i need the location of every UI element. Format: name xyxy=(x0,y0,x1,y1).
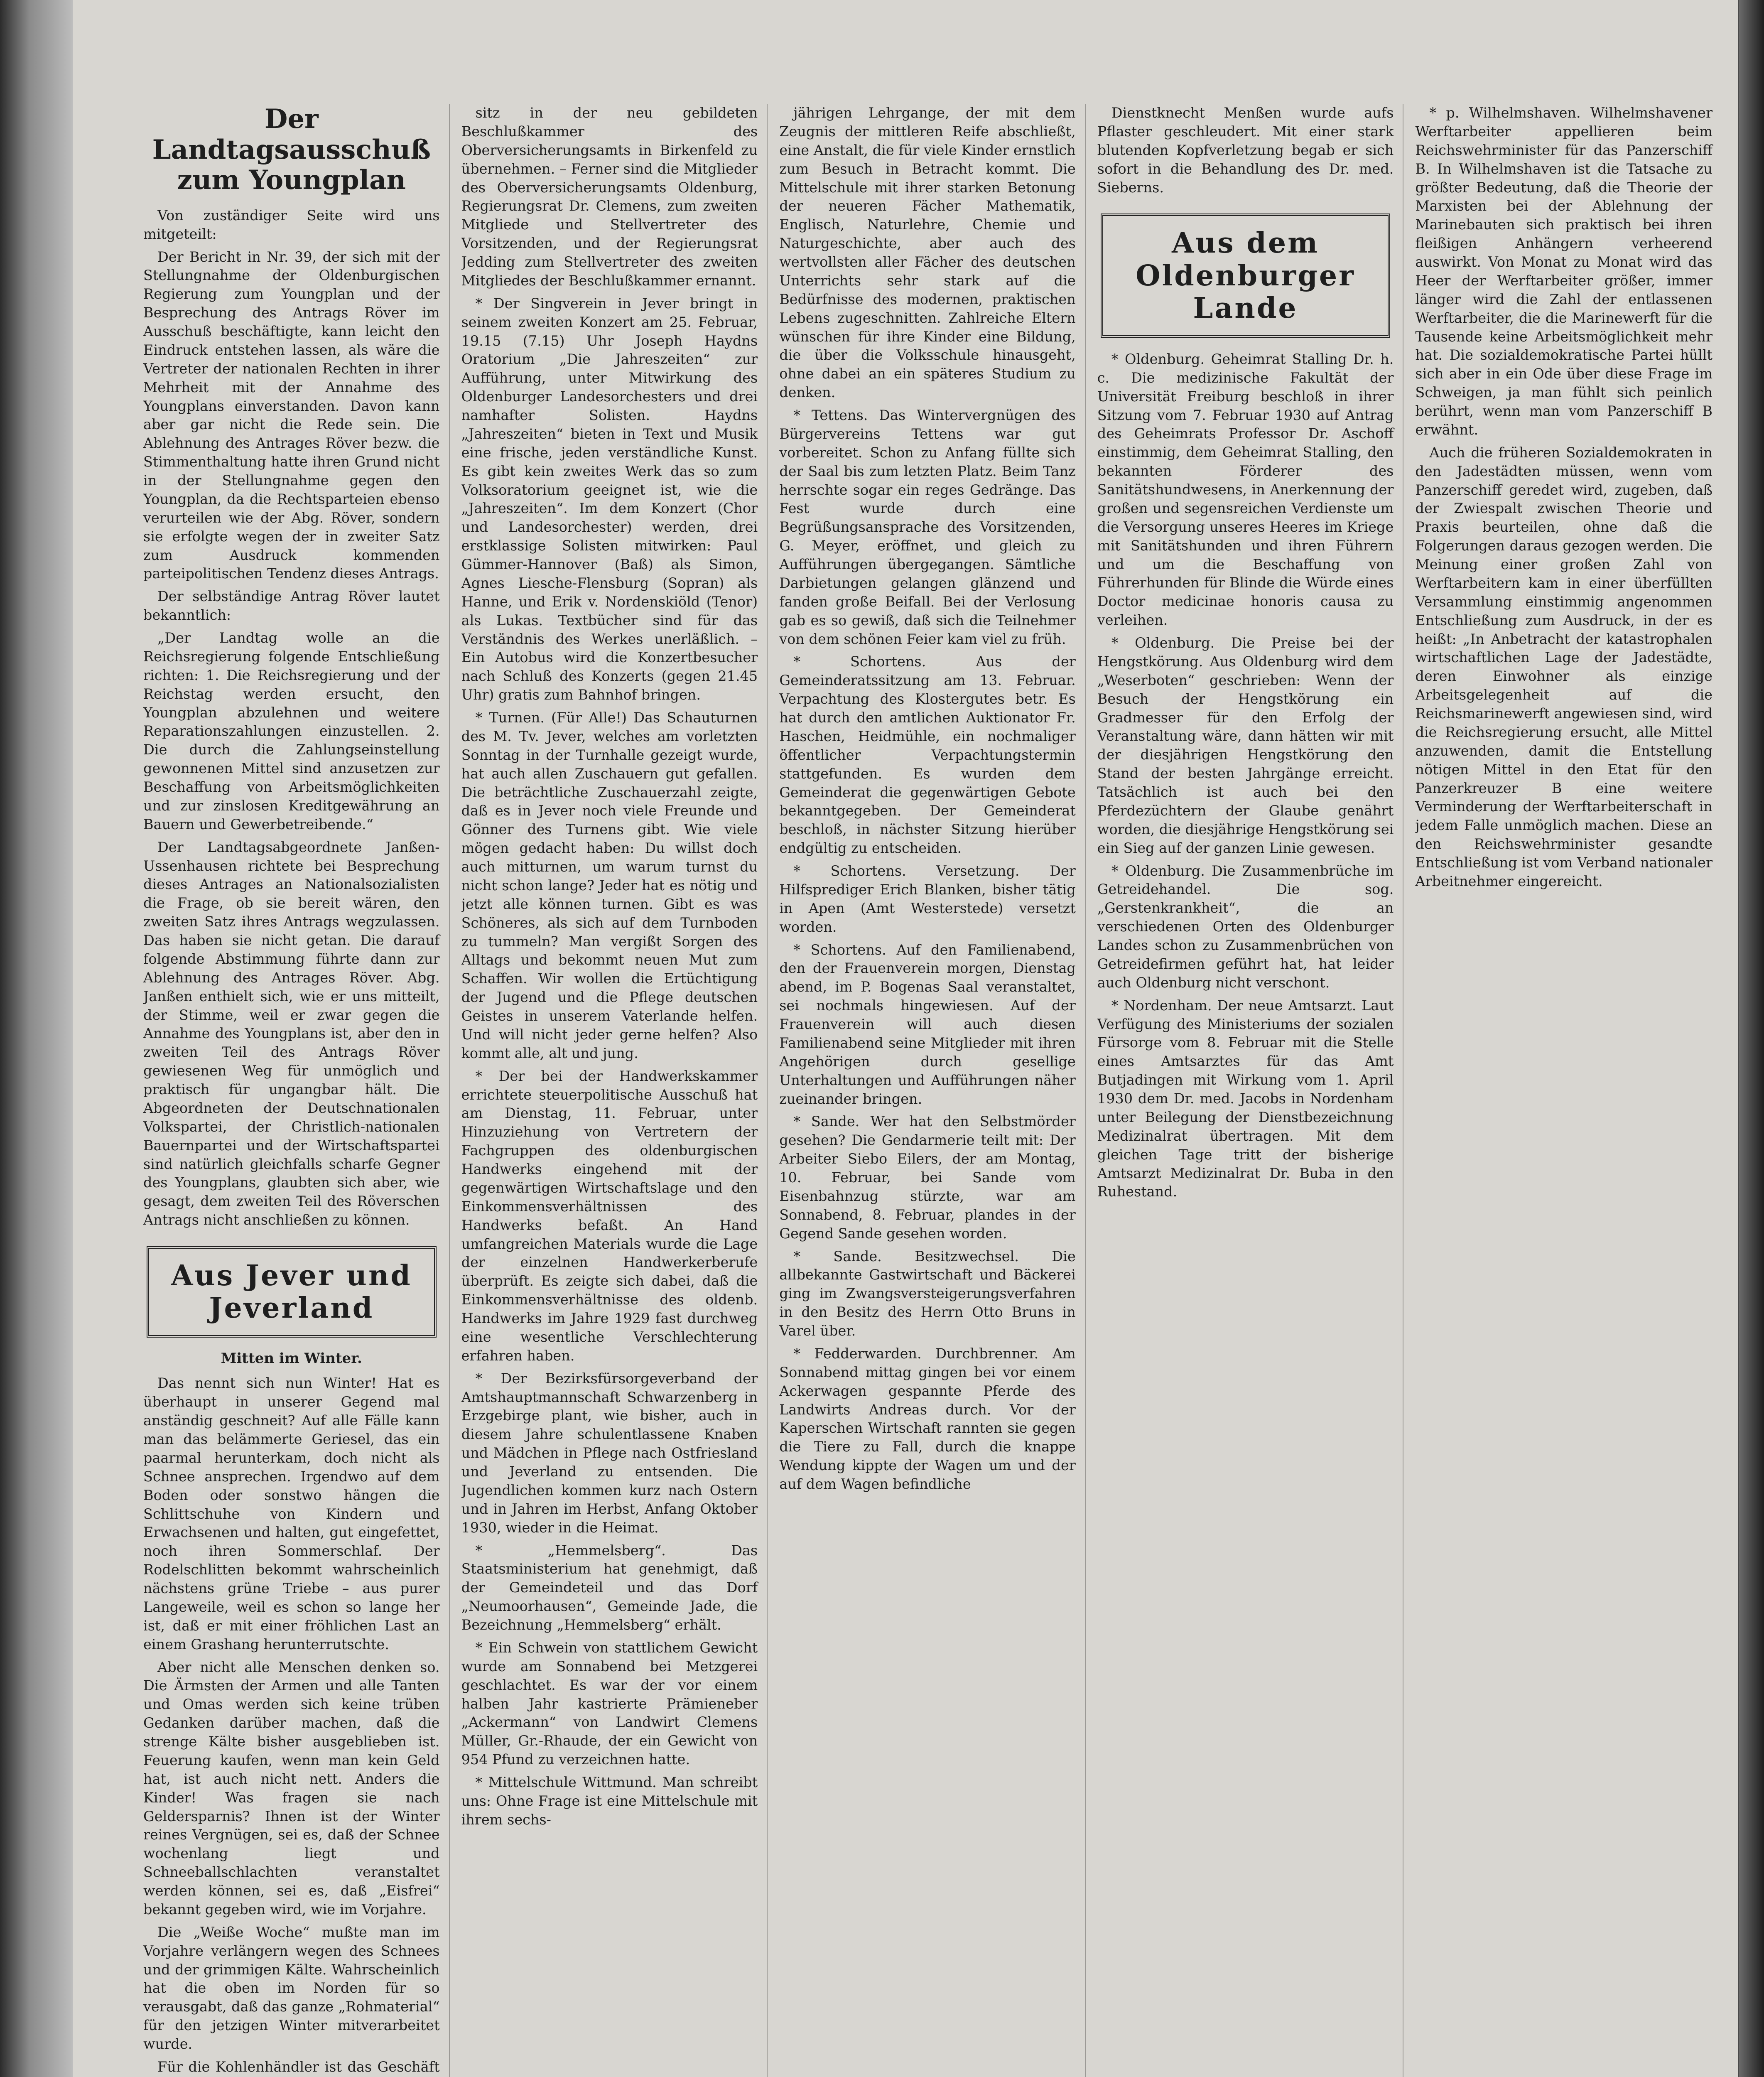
article-paragraph: * Ein Schwein von stattlichem Gewicht wurde am Sonnabend bei Metzgerei geschlachtet. Es war der vor einem halben Jahr kastrierte Prämieneber „Ackermann“ von Landwirt Clemens Müller, Gr.-Rhaude, der ein Gewicht von 954 Pfund zu verzeichnen hatte. xyxy=(461,1639,758,1768)
article-paragraph: Auch die früheren Sozialdemokraten in den Jadestädten müssen, wenn vom Panzerschiff geredet wird, zugeben, daß der Zwiespalt zwischen Theorie und Praxis beurteilen, ohne daß die Folgerungen daraus gezogen werden. Die Meinung einer großen Zahl von Werftarbeitern kam in einer überfüllten Versammlung einstimmig angenommen Entschließung zum Ausdruck, in der es heißt: „In Anbetracht der katastrophalen wirtschaftlichen Lage der Jadestädte, deren Einwohner als einzige Arbeitsgelegenheit auf die Reichsmarinewerft angewiesen sind, wird die Reichsregierung ersucht, alle Mittel anzuwenden, damit die Entstellung nötigen Mittel in den Etat für den Panzerkreuzer B eine weitere Verminderung der Werftarbeiterschaft in jedem Falle unmöglich machen. Diese an den Reichswehrminister gesandte Entschließung ist vom Verband nationaler Arbeitnehmer eingereicht. xyxy=(1415,444,1712,889)
article-paragraph: * Nordenham. Der neue Amtsarzt. Laut Verfügung des Ministeriums der sozialen Fürsorge vom 8. Februar mit die Stelle eines Amtsarztes für das Amt Butjadingen mit Wirkung vom 1. April 1930 dem Dr. med. Jacobs in Nordenham unter Beilegung der Dienstbezeichnung Medizinalrat übertragen. Mit dem gleichen Tage tritt der bisherige Amtsarzt Medizinalrat Dr. Buba in den Ruhestand. xyxy=(1097,997,1394,1200)
article-paragraph: * Oldenburg. Die Zusammenbrüche im Getreidehandel. Die sog. „Gerstenkrankheit“, die an verschiedenen Orten des Oldenburger Landes schon zu Zusammenbrüchen von Getreidefirmen geführt hat, hat leider auch Oldenburg nicht verschont. xyxy=(1097,862,1394,991)
column-3 xyxy=(779,104,1086,2077)
article-paragraph: Aber nicht alle Menschen denken so. Die Ärmsten der Armen und alle Tanten und Omas werden sich keine trüben Gedanken darüber machen, daß die strenge Kälte bisher ausgeblieben ist. Feuerung kaufen, wenn man kein Geld hat, ist auch nicht nett. Anders die Kinder! Was fragen sie nach Geldersparnis? Ihnen ist der Winter reines Vergnügen, sei es, daß der Schnee wochenlang liegt und Schneeballschlachten veranstaltet werden können, sei es, daß „Eisfrei“ bekannt gegeben wird, wie im Vorjahre. xyxy=(143,1659,440,1917)
article-paragraph: * Fedderwarden. Durchbrenner. Am Sonnabend mittag gingen bei vor einem Ackerwagen gespannte Pferde des Landwirts Andreas durch. Vor der Kaperschen Wirtschaft rannten sie gegen die Tiere zu Fall, durch die knappe Wendung kippte der Wagen um und der auf dem Wagen befindliche xyxy=(779,1345,1076,1492)
article-subheading-winter: Mitten im Winter. xyxy=(221,1350,362,1367)
article-paragraph: * Der Singverein in Jever bringt in seinem zweiten Konzert am 25. Februar, 19.15 (7.15) Uhr Joseph Haydns Oratorium „Die Jahreszeiten“ zur Aufführung, unter Mitwirkung des Oldenburger Landesorchesters und drei namhafter Solisten. Haydns „Jahreszeiten“ bieten in Text und Musik eine frische, jeden verständliche Kunst. Es gibt kein zweites Werk das so zum Volksoratorium geeignet ist, wie die „Jahreszeiten“. Im dem Konzert (Chor und Landesorchester) werden, drei erstklassige Solisten mitwirken: Paul Gümmer-Hannover (Baß) als Simon, Agnes Liesche-Flensburg (Sopran) als Hanne, und Erik v. Nordenskiöld (Tenor) als Lukas. Textbücher sind für das Verständnis des Werkes unerläßlich. – Ein Autobus wird die Konzertbesucher nach Schluß des Konzerts (gegen 21.45 Uhr) gratis zum Bahnhof bringen. xyxy=(461,295,758,703)
article-paragraph: * Mittelschule Wittmund. Man schreibt uns: Ohne Frage ist eine Mittelschule mit ihrem sechs- xyxy=(461,1774,758,1828)
article-paragraph: * Oldenburg. Die Preise bei der Hengstkörung. Aus Oldenburg wird dem „Weserboten“ geschrieben: Wenn der Besuch der Hengstkörung ein Gradmesser für den Erfolg der Veranstaltung wäre, dann hätten wir mit der diesjährigen Hengstkörung den Stand der besten Jahrgänge erreicht. Tatsächlich ist auch bei den Pferdezüchtern der Glaube genährt worden, die diesjährige Hengstkörung sei ein Sieg auf der ganzen Linie gewesen. xyxy=(1097,635,1394,856)
newspaper-page xyxy=(73,0,1738,2077)
column-5 xyxy=(1415,104,1722,2077)
section-box-jever xyxy=(147,1246,437,1338)
article-paragraph: * Schortens. Aus der Gemeinderatssitzung am 13. Februar. Verpachtung des Klostergutes betr. Es hat durch den amtlichen Auktionator Fr. Haschen, Heidmühle, ein nochmaliger öffentlicher Verpachtungstermin stattgefunden. Es wurden dem Gemeinderat die gegenwärtigen Gebote bekanntgegeben. Der Gemeinderat beschloß, in nächster Sitzung hierüber endgültig zu entscheiden. xyxy=(779,653,1076,857)
article-paragraph: * Schortens. Versetzung. Der Hilfsprediger Erich Blanken, bisher tätig in Apen (Amt Westerstede) versetzt worden. xyxy=(779,863,1076,935)
article-paragraph: „Der Landtag wolle an die Reichsregierung folgende Entschließung richten: 1. Die Reichsregierung und der Reichstag werden ersucht, den Youngplan abzulehnen und weitere Reparationszahlungen einzustellen. 2. Die durch die Zahlungseinstellung gewonnenen Mittel sind anzusetzen zur Beschaffung von Arbeitsmöglichkeiten und zur zinslosen Kreditgewährung an Bauern und Gewerbetreibende.“ xyxy=(143,630,440,832)
article-paragraph: * Sande. Besitzwechsel. Die allbekannte Gastwirtschaft und Bäckerei ging im Zwangsversteigerungsverfahren in den Besitz des Herrn Otto Bruns in Varel über. xyxy=(779,1248,1076,1339)
scan-edge-left xyxy=(0,0,73,2077)
article-paragraph: Für die Kohlenhändler ist das Geschäft xyxy=(157,2058,440,2075)
article-paragraph: * Turnen. (Für Alle!) Das Schauturnen des M. Tv. Jever, welches am vorletzten Sonntag in der Turnhalle gezeigt wurde, hat auch allen Zuschauern gut gefallen. Die beträchtliche Zuschauerzahl zeigte, daß es in Jever noch viele Freunde und Gönner des Turnens gibt. Wie viele mögen gedacht haben: Du willst doch auch mitturnen, um warum turnst du nicht schon lange? Jeder hat es nötig und jetzt alle können turnen. Gibt es was Schöneres, als sich auf dem Turnboden zu tummeln? Man vergißt Sorgen des Alltags und bekommt neuen Mut zum Schaffen. Wir wollen die Ertüchtigung der Jugend und die Pflege deutschen Geistes in unserem Vaterlande helfen. Und will nicht jeder gerne helfen? Also kommt alle, alt und jung. xyxy=(461,710,758,1061)
article-paragraph: * Der Bezirksfürsorgeverband der Amtshauptmannschaft Schwarzenberg in Erzgebirge plant, wie bisher, auch in diesem Jahre schulentlassene Knaben und Mädchen in Pflege nach Ostfriesland und Jeverland zu entsenden. Die Jugendlichen kommen kurz nach Ostern und in Jahren im Herbst, Anfang Oktober 1930, wieder in die Heimat. xyxy=(461,1370,758,1536)
column-grid xyxy=(143,104,1722,2077)
article-paragraph: Dienstknecht Menßen wurde aufs Pflaster geschleudert. Mit einer stark blutenden Kopfverletzung begab er sich sofort in die Behandlung des Dr. med. Sieberns. xyxy=(1097,105,1394,196)
article-paragraph: sitz in der neu gebildeten Beschlußkammer des Oberversicherungsamts in Birkenfeld zu übernehmen. – Ferner sind die Mitglieder des Oberversicherungsamts Oldenburg, Regierungsrat Dr. Clemens, zum zweiten Mitgliede und Stellvertreter des Vorsitzenden, und der Regierungsrat Jedding zum Stellvertreter des zweiten Mitgliedes der Beschlußkammer ernannt. xyxy=(461,105,758,289)
article-paragraph: Der selbständige Antrag Röver lautet bekanntlich: xyxy=(143,588,440,624)
section-heading-oldenburg: Aus dem Oldenburger Lande xyxy=(1136,226,1355,325)
article-paragraph: Die „Weiße Woche“ mußte man im Vorjahre verlängern wegen des Schnees und der grimmigen Kälte. Wahrscheinlich hat die oben im Norden für so verausgabt, daß das ganze „Rohmaterial“ für den jetzigen Winter mitverarbeitet wurde. xyxy=(143,1924,440,2052)
column-4 xyxy=(1097,104,1404,2077)
article-heading-youngplan: Der Landtagsausschuß zum Youngplan xyxy=(152,104,431,196)
article-paragraph: Der Bericht in Nr. 39, der sich mit der Stellungnahme der Oldenburgischen Regierung zum Youngplan und der Besprechung des Antrags Röver im Ausschuß beschäftigte, kann leicht den Eindruck entstehen lassen, als wäre die Vertreter der nationalen Rechten in ihrer Mehrheit mit der Annahme des Youngplans einverstanden. Davon kann aber gar nicht die Rede sein. Die Ablehnung des Antrages Röver bezw. die Stimmenthaltung hatte ihren Grund nicht in der Stellungnahme gegen den Youngplan, da die Rechtsparteien ebenso verurteilen wie der Abg. Röver, sondern sie erfolgte wegen der in zweiter Satz zum Ausdruck kommenden parteipolitischen Tendenz dieses Antrags. xyxy=(143,248,440,582)
article-paragraph: * Schortens. Auf den Familienabend, den der Frauenverein morgen, Dienstag abend, im P. Bogenas Saal veranstaltet, sei nochmals hingewiesen. Auf der Frauenverein will auch diesen Familienabend seine Mitglieder mit ihren Angehörigen durch gesellige Unterhaltungen und Aufführungen näher zueinander bringen. xyxy=(779,941,1076,1107)
article-paragraph: * Sande. Wer hat den Selbstmörder gesehen? Die Gendarmerie teilt mit: Der Arbeiter Siebo Eilers, der am Montag, 10. Februar, bei Sande vom Eisenbahnzug stürzte, war am Sonnabend, 8. Februar, plandes in der Gegend Sande gesehen worden. xyxy=(779,1113,1076,1242)
article-paragraph: Das nennt sich nun Winter! Hat es überhaupt in unserer Gegend mal anständig geschneit? Auf alle Fälle kann man das belämmerte Geriesel, das ein paarmal herunterkam, doch nicht als Schnee ansprechen. Irgendwo auf dem Boden oder sonstwo hängen die Schlittschuhe von Kindern und Erwachsenen und halten, gut eingefettet, noch ihren Sommerschlaf. Der Rodelschlitten bekommt wahrscheinlich nächstens grüne Triebe – aus purer Langeweile, weil es schon so lange her ist, daß er mit einer fröhlichen Last an einem Grashang herunterrutschte. xyxy=(143,1375,440,1652)
article-paragraph: Von zuständiger Seite wird uns mitgeteilt: xyxy=(143,207,440,242)
scan-edge-right xyxy=(1739,0,1764,2077)
column-1 xyxy=(143,104,450,2077)
article-paragraph: * p. Wilhelmshaven. Wilhelmshavener Werftarbeiter appellieren beim Reichswehrminister für das Panzerschiff B. In Wilhelmshaven ist die Tatsache zu größter Bedeutung, daß die Theorie der Marxisten bei der Ablehnung der Marinebauten sich praktisch bei ihren fleißigen Anhängern verheerend auswirkt. Von Monat zu Monat wird das Heer der Werftarbeiter größer, immer länger wird die Zahl der entlassenen Werftarbeiter, die die Marinewerft für die Tausende keine Arbeitsmöglichkeit mehr hat. Die sozialdemokratische Partei hüllt sich aber in ein Ode über diese Frage im Schweigen, ja man fühlt sich peinlich berührt, wenn man vom Panzerschiff B erwähnt. xyxy=(1415,105,1712,438)
article-paragraph: * Tettens. Das Wintervergnügen des Bürgervereins Tettens war gut vorbereitet. Schon zu Anfang füllte sich der Saal bis zum letzten Platz. Beim Tanz herrschte sogar ein reges Gedränge. Das Fest wurde durch eine Begrüßungsansprache des Vorsitzenden, G. Meyer, eröffnet, und gleich zu Aufführungen übergegangen. Sämtliche Darbietungen gelangen glänzend und fanden große Beifall. Bei der Verlosung gab es so gewiß, daß sich die Teilnehmer von dem schönen Feier kam viel zu früh. xyxy=(779,407,1076,647)
column-2 xyxy=(461,104,768,2077)
section-heading-jever: Aus Jever und Jeverland xyxy=(171,1259,412,1325)
article-paragraph: Der Landtagsabgeordnete Janßen-Ussenhausen richtete bei Besprechung dieses Antrages an Nationalsozialisten die Frage, ob sie bereit wären, den zweiten Satz ihres Antrags wegzulassen. Das haben sie nicht getan. Die darauf folgende Abstimmung führte dann zur Ablehnung des Antrages Röver. Abg. Janßen enthielt sich, wie er uns mitteilt, der Stimme, weil er zwar gegen die Annahme des Youngplans ist, aber den in zweiten Teil des Antrags Röver gewiesenen Weg für unmöglich und praktisch für ungangbar hält. Die Abgeordneten der Deutschnationalen Volkspartei, der Christlich-nationalen Bauernpartei und der Wirtschaftspartei sind natürlich gleichfalls scharfe Gegner des Youngplans, glaubten sich aber, wie gesagt, dem zweiten Teil des Röverschen Antrags nicht anschließen zu können. xyxy=(143,839,440,1228)
article-paragraph: jährigen Lehrgange, der mit dem Zeugnis der mittleren Reife abschließt, eine Anstalt, die für viele Kinder ernstlich zum Besuch in Betracht kommt. Die Mittelschule mit ihrer starken Betonung der neueren Fächer Mathematik, Englisch, Naturlehre, Chemie und Naturgeschichte, aber auch des wertvollsten aller Fächer des deutschen Unterrichts sehr stark auf die Bedürfnisse des modernen, praktischen Lebens zugeschnitten. Zahlreiche Eltern wünschen für ihre Kinder eine Bildung, die über die Volksschule hinausgeht, ohne dabei an ein späteres Studium zu denken. xyxy=(779,105,1076,401)
section-box-oldenburg xyxy=(1101,214,1391,338)
article-paragraph: * „Hemmelsberg“. Das Staatsministerium hat genehmigt, daß der Gemeindeteil und das Dorf „Neumoorhausen“, Gemeinde Jade, die Bezeichnung „Hemmelsberg“ erhält. xyxy=(461,1542,758,1633)
article-paragraph: * Der bei der Handwerkskammer errichtete steuerpolitische Ausschuß hat am Dienstag, 11. Februar, unter Hinzuziehung von Vertretern der Fachgruppen des oldenburgischen Handwerks eingehend mit der gegenwärtigen Wirtschaftslage und den Einkommensverhältnissen des Handwerks befaßt. An Hand umfangreichen Materials wurde die Lage der einzelnen Handwerkerberufe überprüft. Es zeigte sich dabei, daß die Einkommensverhältnisse des oldenb. Handwerks im Jahre 1929 fast durchweg eine wesentliche Verschlechterung erfahren haben. xyxy=(461,1068,758,1364)
article-paragraph: * Oldenburg. Geheimrat Stalling Dr. h. c. Die medizinische Fakultät der Universität Freiburg beschloß in ihrer Sitzung vom 7. Februar 1930 auf Antrag des Geheimrats Professor Dr. Aschoff einstimmig, dem Geheimrat Stalling, den bekannten Förderer des Sanitätshundwesens, in Anerkennung der großen und segensreichen Verdienste um die Versorgung unseres Heeres im Kriege mit Sanitätshunden und ihren Führern und um die Beschaffung von Führerhunden für Blinde die Würde eines Doctor medicinae honoris causa zu verleihen. xyxy=(1097,351,1394,629)
